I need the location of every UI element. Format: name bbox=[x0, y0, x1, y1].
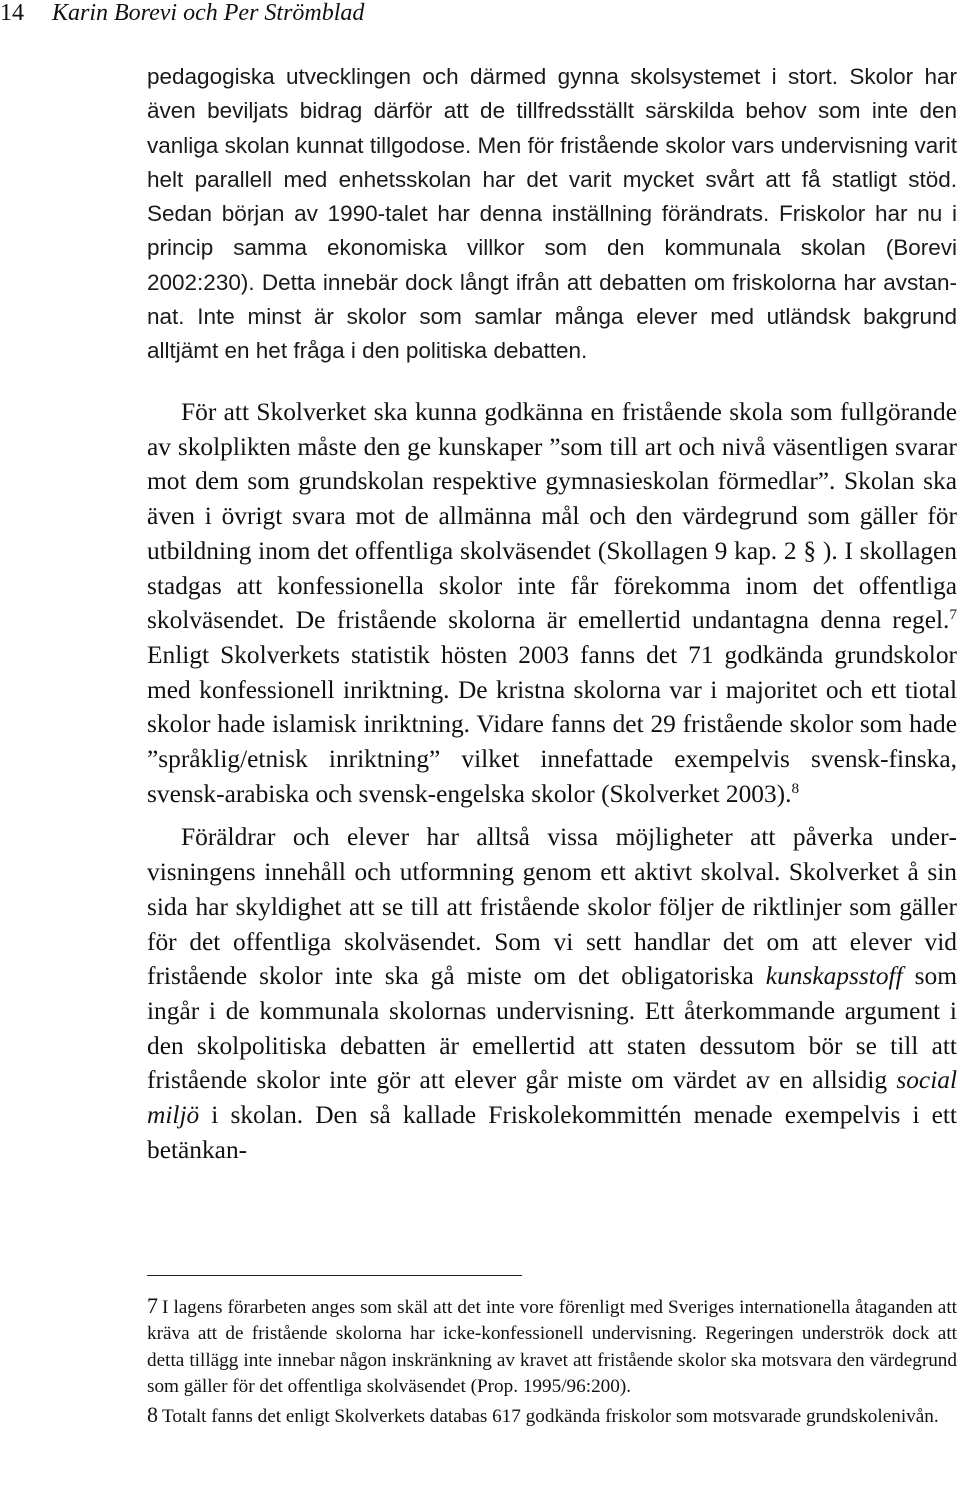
footnote-8-text: Totalt fanns det enligt Skolverkets databas 617 godkända friskolor som motsvarade grundskolenivån. bbox=[162, 1406, 939, 1428]
footnote-7 bbox=[147, 1293, 957, 1400]
footnotes bbox=[147, 1293, 957, 1430]
footnote-7-text: I lagens förarbeten anges som skäl att det inte vore förenligt med Sveriges internationella åtaganden att kräva att de fristående skolorna har icke-konfessionell undervisning. Regeringen underströk dock att detta tillägg inte innebar någon inskränkning av kravet att fristående skolor ska motsvara den värdegrund som gäller för det offentliga skolväsendet (Prop. 1995/96:200). bbox=[147, 1297, 957, 1397]
paragraph-1 bbox=[147, 60, 957, 369]
paragraph-3-text-b: som ingår i de kommunala skolornas undervisning. Ett återkommande argument i den skolpolitiska debatten är emellertid att staten dessutom bör se till att fristående skolor inte gör att elever går miste om värdet av en allsidig bbox=[147, 962, 957, 1095]
footnote-8-mark: 8 bbox=[147, 1402, 158, 1428]
paragraph-3 bbox=[147, 820, 957, 1167]
paragraph-2 bbox=[147, 395, 957, 811]
main-text bbox=[147, 395, 957, 1167]
paragraph-3-text-c: i skolan. Den så kallade Friskolekommittén menade exempelvis i ett betänkan- bbox=[147, 1101, 957, 1164]
footnote-ref-8[interactable]: 8 bbox=[791, 779, 800, 797]
footnote-8 bbox=[147, 1402, 957, 1430]
footnote-7-mark: 7 bbox=[147, 1293, 158, 1318]
paragraph-3-text-a: Föräldrar och elever har alltså vissa möjligheter att påverka undervisningens innehåll och utformning genom ett aktivt skolval. Skolverket å sin sida har skyldighet att se till att fristående skolor följer de riktlinjer som gäller för det offentliga skolväsendet. Som vi sett handlar det om att elever vid fristående skolor inte ska gå miste om det obligatoriska bbox=[147, 823, 957, 991]
footnote-ref-7[interactable]: 7 bbox=[949, 606, 957, 624]
emphasis-kunskapsstoff: kunskapsstoff bbox=[765, 962, 903, 991]
paragraph-2-text-b: Enligt Skolverkets statistik hösten 2003 fanns det 71 godkända grundskolor med konfessionell inriktning. De kristna skolorna var i majoritet och ett tiotal skolor hade islamisk inriktning. Vidare fanns det 29 fristående skolor som hade ”språklig/etnisk inriktning” vilket innefattade exempelvis svensk-finska, svensk-arabiska och svensk-engelska skolor (Skolverket 2003). bbox=[147, 640, 957, 808]
running-head-authors: Karin Borevi och Per Strömblad bbox=[52, 0, 365, 26]
page-number: 14 bbox=[0, 0, 24, 26]
emphasis-social-miljo: social miljö bbox=[147, 1066, 957, 1130]
footnote-divider bbox=[147, 1275, 522, 1276]
paragraph-2-text-a: För att Skolverket ska kunna godkänna en fristående skola som fullgörande av skolplikten måste den ge kunskaper ”som till art och nivå väsentligen svarar mot dem som grundskolan respektive gymnasieskolan förmedlar”. Skolan ska även i övrigt svara mot de allmänna mål och den värdegrund som gäller för utbildning inom det offentliga skolväsendet (Skollagen 9 kap. 2 § ). I skollagen stadgas att konfessionella skolor inte får förekomma inom det offentliga skolväsendet. De fristående skolorna är emellertid undantagna denna regel. bbox=[147, 398, 957, 635]
paragraph-1-text: pedagogiska utvecklingen och därmed gynna skolsystemet i stort. Skolor har även beviljats bidrag därför att de tillfredsställt särskilda behov som inte den vanliga skolan kunnat tillgodose. Men för fristående skolor vars undervisning varit helt parallell med enhetsskolan har det varit mycket svårt att få statligt stöd. Sedan början av 1990-talet har denna inställning förändrats. Friskolor har nu i princip samma ekonomiska villkor som den kommunala skolan (Borevi 2002:230). Detta innebär dock långt ifrån att debatten om friskolorna har avstannat. Inte minst är skolor som samlar många elever med utländsk bakgrund alltjämt en het fråga i den politiska debatten. bbox=[147, 64, 957, 364]
running-header bbox=[0, 0, 364, 26]
